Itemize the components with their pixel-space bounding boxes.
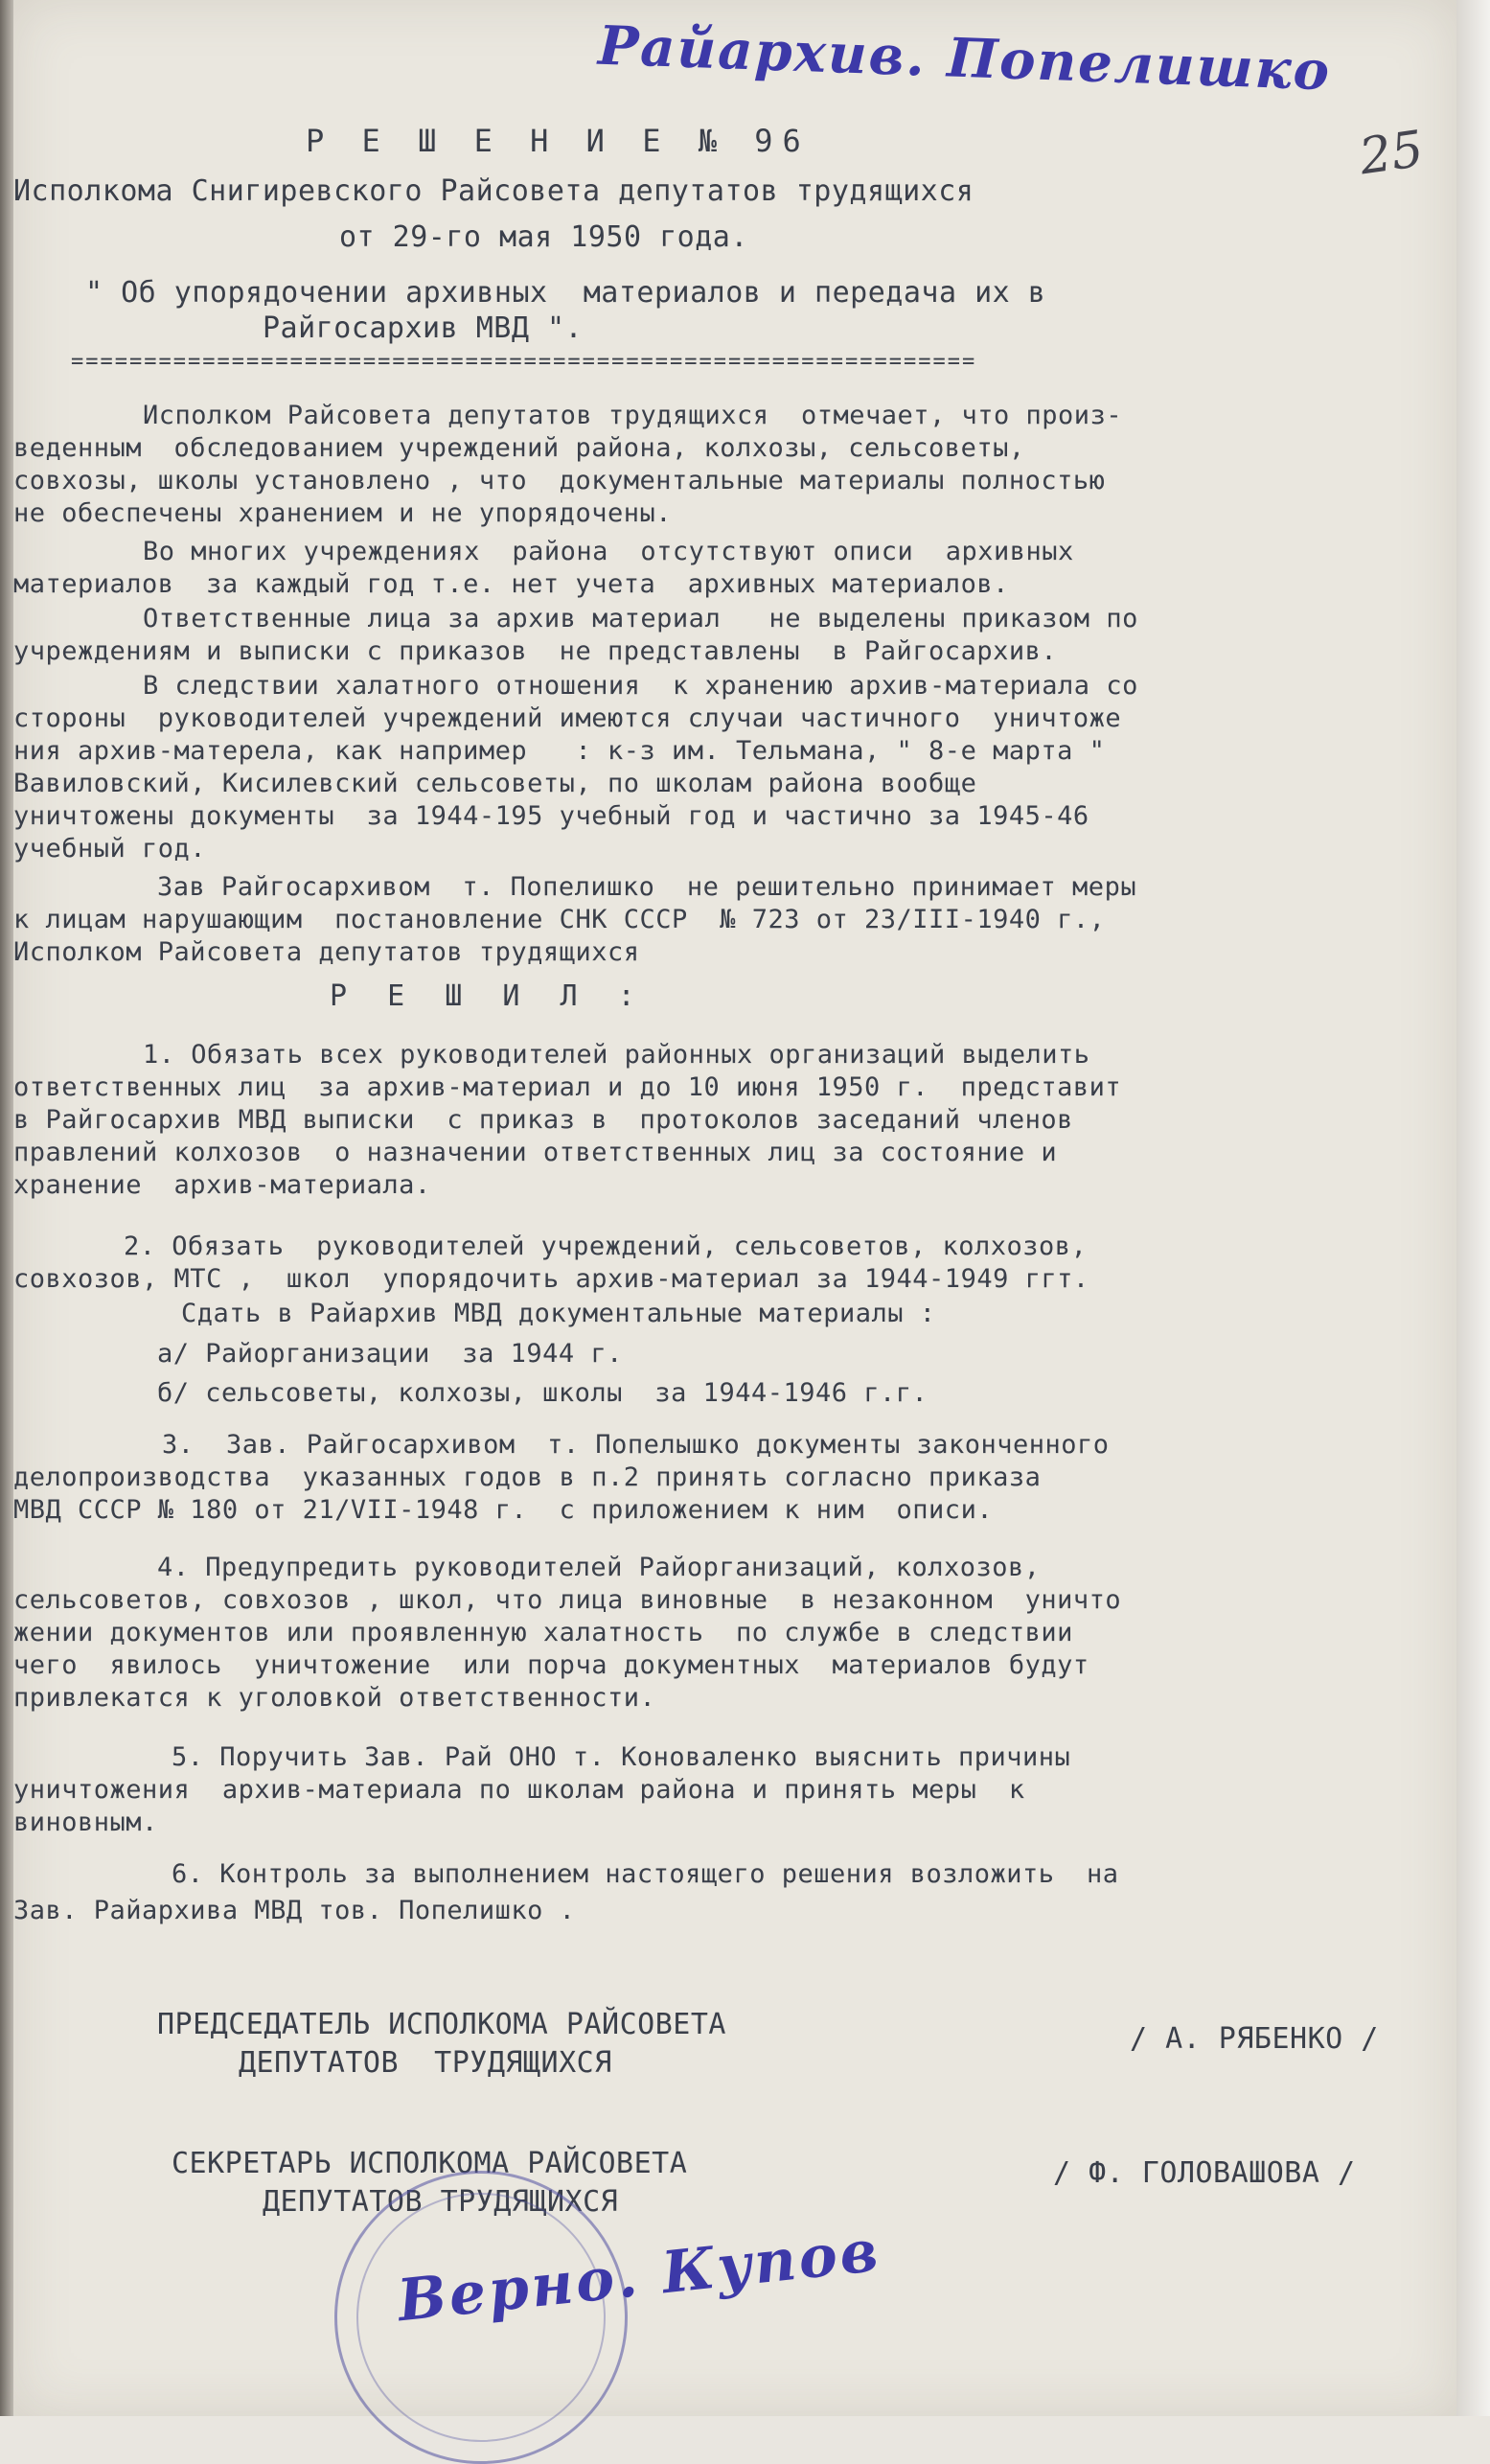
decision-heading: Р Е Ш Е Н И Е № 96 [306,123,811,159]
point-line: 3. Зав. Райгосархивом т. Попелышко документы законченного [162,1430,1110,1460]
preamble-line: Ответственные лица за архив материал не выделены приказом по [143,604,1138,633]
point-line: совхозов, МТС , школ упорядочить архив-материал за 1944-1949 ггт. [13,1264,1089,1294]
document-sheet [13,0,1456,2416]
point-line: в Райгосархив МВД выписки с приказ в протоколов заседаний членов [13,1105,1073,1135]
preamble-line: уничтожены документы за 1944-195 учебный год и частично за 1945-46 [13,801,1089,831]
preamble-line: ния архив-матерела, как например : к-з им. Тельмана, " 8-е марта " [13,736,1106,766]
point-line: а/ Райорганизации за 1944 г. [157,1339,623,1369]
point-line: б/ сельсоветы, колхозы, школы за 1944-1946 г.г. [157,1378,928,1408]
preamble-line: Исполком Райсовета депутатов трудящихся отмечает, что произ- [143,401,1123,430]
point-line: 1. Обязать всех руководителей районных организаций выделить [143,1040,1090,1070]
preamble-line: учебный год. [13,834,207,864]
preamble-line: не обеспечены хранением и не упорядочены. [13,498,672,528]
secretary-role-2: ДЕПУТАТОВ ТРУДЯЩИХСЯ [263,2185,619,2219]
point-line: 5. Поручить Зав. Рай ОНО т. Коноваленко выяснить причины [172,1742,1071,1772]
point-line: МВД СССР № 180 от 21/VII-1948 г. с приложением к ним описи. [13,1495,994,1525]
point-line: Сдать в Райархив МВД документальные материалы : [181,1299,936,1328]
preamble-line: материалов за каждый год т.е. нет учета архивных материалов. [13,569,1009,599]
point-line: сельсоветов, совхозов , школ, что лица виновные в незаконном уничто [13,1585,1122,1615]
chairman-role: ПРЕДСЕДАТЕЛЬ ИСПОЛКОМА РАЙСОВЕТА [157,2008,726,2041]
point-line: чего явилось уничтожение или порча документных материалов будут [13,1650,1089,1680]
issuing-body: Исполкома Снигиревского Райсовета депутатов трудящихся [13,174,974,208]
preamble-line: веденным обследованием учреждений района, колхозы, сельсоветы, [13,433,1025,463]
chairman-role-2: ДЕПУТАТОВ ТРУДЯЩИХСЯ [239,2046,612,2080]
point-line: хранение архив-материала. [13,1170,431,1200]
preamble-line: совхозы, школы установлено , что документальные материалы полностью [13,466,1106,495]
point-line: привлекатся к уголовкой ответственности. [13,1683,656,1713]
point-line: делопроизводства указанных годов в п.2 принять согласно приказа [13,1462,1042,1492]
certified-copy-handwriting: Верно. Купов [394,2217,884,2336]
chairman-name: / А. РЯБЕНКО / [1130,2022,1379,2056]
point-line: Зав. Райархива МВД тов. Попелишко . [13,1896,576,1925]
preamble-line: к лицам нарушающим постановление СНК СССР № 723 от 23/III-1940 г., [13,905,1106,934]
secretary-role: СЕКРЕТАРЬ ИСПОЛКОМА РАЙСОВЕТА [172,2147,688,2180]
resolved-heading: Р Е Ш И Л : [330,979,647,1013]
corner-page-number: 25 [1356,120,1428,187]
point-line: 6. Контроль за выполнением настоящего решения возложить на [172,1859,1119,1889]
preamble-line: Во многих учреждениях района отсутствуют описи архивных [143,537,1074,566]
preamble-line: Зав Райгосархивом т. Попелишко не решительно принимает меры [157,872,1137,902]
preamble-line: В следствии халатного отношения к хранению архив-материала со [143,671,1138,701]
page-edge-right [1456,0,1490,2416]
point-line: жении документов или проявленную халатность по службе в следствии [13,1618,1073,1647]
point-line: 2. Обязать руководителей учреждений, сельсоветов, колхозов, [124,1232,1088,1261]
point-line: ответственных лиц за архив-материал и до 10 июня 1950 г. представит [13,1072,1122,1102]
page-edge-shadow [0,0,13,2416]
subject-line-2: Райгосархив МВД ". [263,311,584,345]
subject-line-1: " Об упорядочении архивных материалов и передача их в [85,276,1046,310]
preamble-line: Исполком Райсовета депутатов трудящихся [13,937,640,967]
point-line: виновным. [13,1808,158,1837]
secretary-name: / Ф. ГОЛОВАШОВА / [1053,2156,1356,2190]
point-line: правлений колхозов о назначении ответственных лиц за состояние и [13,1138,1058,1167]
title-rule: ============================================================== [71,350,977,374]
preamble-line: Вавиловский, Кисилевский сельсоветы, по школам района вообще [13,769,977,798]
point-line: уничтожения архив-материала по школам района и принять меры к [13,1775,1025,1805]
preamble-line: учреждениям и выписки с приказов не представлены в Райгосархив. [13,636,1058,666]
decision-date: от 29-го мая 1950 года. [339,220,748,254]
handwritten-header-note: Райархив. Попелишко [597,13,1333,104]
preamble-line: стороны руководителей учреждений имеются случаи частичного уничтоже [13,703,1122,733]
point-line: 4. Предупредить руководителей Райорганизаций, колхозов, [157,1553,1041,1582]
